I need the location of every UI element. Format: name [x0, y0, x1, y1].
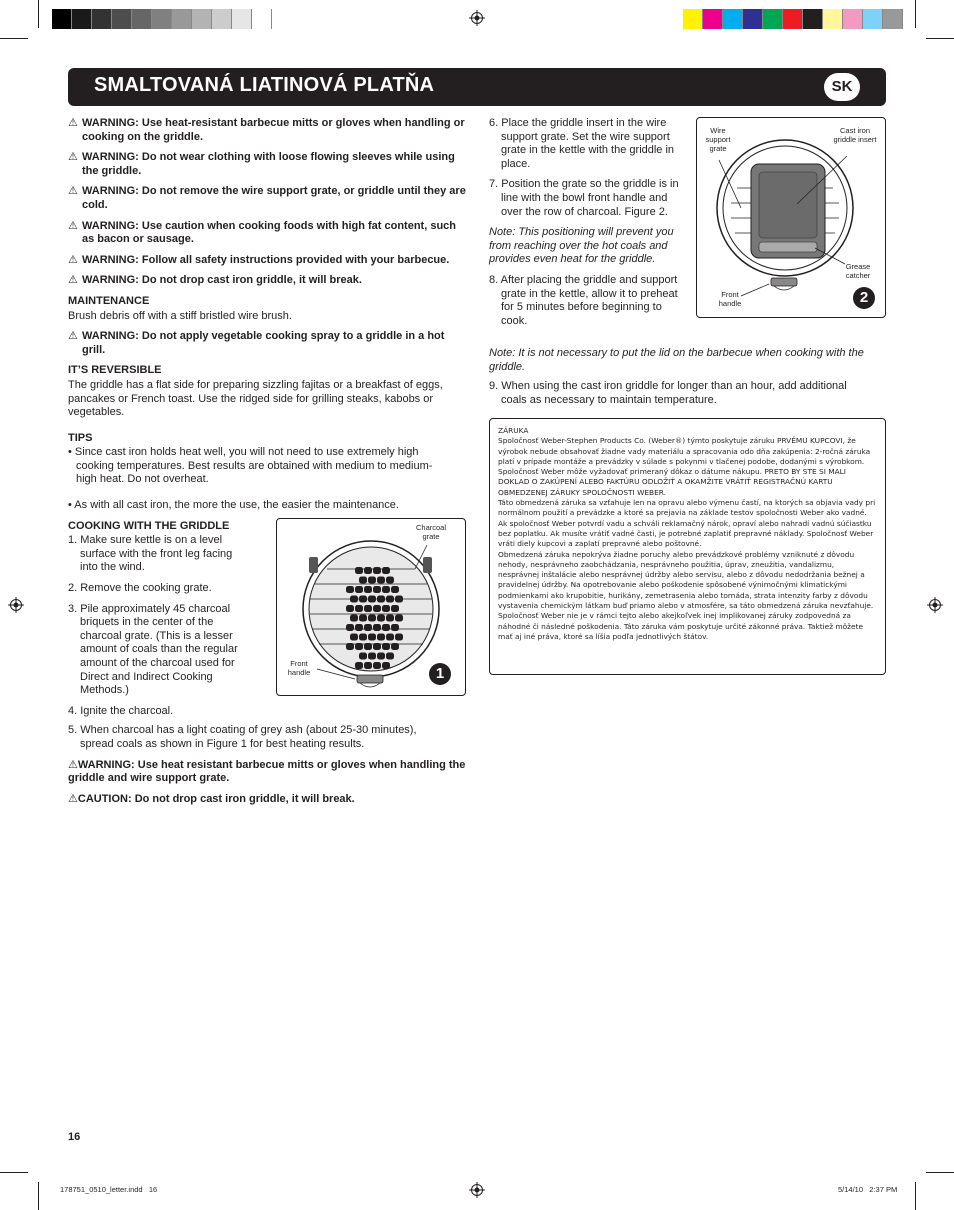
charcoal-briquet [350, 596, 358, 603]
color-swatch [783, 9, 803, 29]
color-swatch [883, 9, 903, 29]
charcoal-briquet [382, 567, 390, 574]
charcoal-briquet [364, 605, 372, 612]
registration-mark-icon [8, 597, 24, 613]
charcoal-briquet [368, 615, 376, 622]
color-swatch [52, 9, 72, 29]
charcoal-briquet [346, 605, 354, 612]
charcoal-briquet [364, 624, 372, 631]
registration-mark-icon [469, 10, 485, 26]
registration-mark-icon [469, 1182, 485, 1198]
color-swatch [823, 9, 843, 29]
cooking-step: 1. Make sure kettle is on a level surface with the front leg facing into the wind. [68, 534, 233, 574]
tips-heading: TIPS [68, 431, 93, 444]
charcoal-briquet [386, 596, 394, 603]
cooking-warning: ⚠WARNING: Use heat resistant barbecue mitts or gloves when handling the griddle and wire support grate. [68, 758, 466, 785]
charcoal-briquet [373, 643, 381, 650]
warning-triangle-icon: ⚠ [68, 151, 78, 164]
warning-item: ⚠ WARNING: Do not drop cast iron griddle, it will break. [68, 274, 362, 287]
charcoal-briquet [359, 577, 367, 584]
charcoal-briquet [382, 586, 390, 593]
charcoal-briquet [377, 615, 385, 622]
charcoal-briquet [355, 624, 363, 631]
warning-item: ⚠ WARNING: Use heat-resistant barbecue mitts or gloves when handling or cooking on the griddle. [68, 117, 465, 143]
charcoal-briquet [355, 662, 363, 669]
charcoal-briquet [382, 624, 390, 631]
label-cast-iron-griddle-insert: Cast iron griddle insert [833, 126, 877, 144]
grease-catcher-shape [759, 242, 817, 252]
figure-2-box [696, 117, 886, 318]
warning-triangle-icon: ⚠ [68, 253, 78, 266]
charcoal-briquet [364, 643, 372, 650]
maintenance-heading: MAINTENANCE [68, 294, 150, 307]
crop-mark [0, 38, 28, 39]
charcoal-briquet [368, 634, 376, 641]
color-swatch [863, 9, 883, 29]
charcoal-briquet [373, 586, 381, 593]
color-swatch [803, 9, 823, 29]
front-handle-shape [357, 675, 383, 683]
color-swatch [212, 9, 232, 29]
charcoal-briquet [391, 605, 399, 612]
color-swatch [763, 9, 783, 29]
tip-item: • Since cast iron holds heat well, you will not need to use extremely high cooking temperatures. Best results are obtained with medium to medium-high heat. Do not overheat. [68, 446, 433, 486]
warning-item: ⚠ WARNING: Follow all safety instructions provided with your barbecue. [68, 253, 450, 266]
charcoal-briquet [377, 653, 385, 660]
page-number: 16 [68, 1131, 81, 1143]
crop-mark [915, 0, 916, 28]
cooking-step: 5. When charcoal has a light coating of grey ash (about 25-30 minutes), spread coals as shown in Figure 1 for best heating results. [68, 724, 417, 750]
charcoal-briquet [391, 624, 399, 631]
cooking-caution: ⚠CAUTION: Do not drop cast iron griddle, it will break. [68, 792, 355, 805]
maintenance-warning: ⚠ WARNING: Do not apply vegetable cooking spray to a griddle in a hot grill. [68, 330, 445, 356]
color-swatch [112, 9, 132, 29]
charcoal-briquet [355, 643, 363, 650]
charcoal-briquet [359, 653, 367, 660]
charcoal-briquet [359, 596, 367, 603]
figure-number-badge: 1 [429, 663, 451, 685]
color-swatch [683, 9, 703, 29]
section-header-bar [68, 68, 886, 106]
cooking-step: 9. When using the cast iron griddle for longer than an hour, add additional coals as necessary to maintain temperature. [489, 380, 847, 406]
charcoal-briquet [382, 605, 390, 612]
charcoal-briquet [382, 643, 390, 650]
left-column [68, 117, 466, 813]
color-swatch [92, 9, 112, 29]
color-swatch [743, 9, 763, 29]
charcoal-briquet [391, 586, 399, 593]
warranty-paragraph: Spoločnosť Weber môže vyžadovať primeraný dôkaz o dátume nákupu. PRETO BY STE SI MALI DOKLAD O ZAKÚPENÍ ALEBO FAKTÚRU ODLOŽIŤ A OKAMŽITE VRÁTIŤ REGISTRAČNÚ KARTU OBMEDZENEJ ZÁRUKY SPOLOČNOSTI WEBER. [498, 467, 846, 497]
figure-number-badge: 2 [853, 287, 875, 309]
warning-triangle-icon: ⚠ [68, 330, 78, 343]
color-swatch [192, 9, 212, 29]
cooking-step: 7. Position the grate so the griddle is in line with the bowl front handle and over the row of charcoal. Figure 2. [489, 178, 679, 218]
right-column-lower [489, 347, 869, 414]
charcoal-briquet [377, 634, 385, 641]
reversible-heading: IT’S REVERSIBLE [68, 364, 162, 377]
charcoal-briquet [350, 615, 358, 622]
charcoal-briquet [382, 662, 390, 669]
charcoal-briquet [346, 624, 354, 631]
charcoal-briquet [373, 567, 381, 574]
charcoal-briquet [359, 615, 367, 622]
charcoal-briquet [346, 586, 354, 593]
charcoal-briquet [364, 662, 372, 669]
color-swatch [72, 9, 92, 29]
color-swatch [252, 9, 272, 29]
tip-item: • As with all cast iron, the more the use, the easier the maintenance. [68, 499, 399, 512]
warranty-paragraph: Spoločnosť Weber-Stephen Products Co. (Weber®) týmto poskytuje záruku PRVÉMU KUPCOVI, že výrobok nebude obsahovať žiadne vady materiálu a spracovania odo dňa zakúpenia: 2-ročná záruka platí v prípade montáže a prevádzky v súlade s pokynmi v tlačenej podobe, dodanými s výrobkom. [498, 436, 871, 466]
color-swatch [723, 9, 743, 29]
page-title: SMALTOVANÁ LIATINOVÁ PLATŇA [94, 74, 435, 96]
warning-item: ⚠ WARNING: Do not wear clothing with loose flowing sleeves while using the griddle. [68, 151, 455, 177]
charcoal-briquet [350, 634, 358, 641]
bowl-side-handle [309, 557, 318, 573]
cooking-step: 2. Remove the cooking grate. [68, 582, 212, 595]
color-swatch [703, 9, 723, 29]
crop-mark [0, 1172, 28, 1173]
cooking-step: 4. Ignite the charcoal. [68, 704, 174, 717]
charcoal-briquet [368, 653, 376, 660]
registration-mark-icon [927, 597, 943, 613]
color-swatch [152, 9, 172, 29]
label-wire-support-grate: Wire support grate [705, 126, 731, 153]
crop-mark [38, 1182, 39, 1210]
charcoal-briquet [373, 605, 381, 612]
color-swatch [843, 9, 863, 29]
warning-triangle-icon: ⚠ [68, 219, 78, 232]
charcoal-briquet [391, 643, 399, 650]
color-swatch [172, 9, 192, 29]
charcoal-briquet [386, 634, 394, 641]
cooking-heading: COOKING WITH THE GRIDDLE [68, 519, 230, 532]
reversible-text: The griddle has a flat side for preparing sizzling fajitas or a breakfast of eggs, pancakes or French toast. Use the ridged side for grilling steaks, kabobs or vegetables. [68, 378, 443, 419]
warranty-title: ZÁRUKA [498, 426, 529, 435]
file-slug: 178751_0510_letter.indd 16 [60, 1185, 158, 1194]
charcoal-briquet [364, 586, 372, 593]
charcoal-briquet [386, 653, 394, 660]
cooking-step: 6. Place the griddle insert in the wire support grate. Set the wire support grate in the kettle with the griddle in place. [489, 117, 675, 170]
language-badge: SK [824, 73, 860, 101]
maintenance-text: Brush debris off with a stiff bristled wire brush. [68, 309, 292, 322]
crop-mark [38, 0, 39, 28]
positioning-note: Note: This positioning will prevent you from reaching over the hot coals and provides even heat for the griddle. [489, 226, 674, 266]
charcoal-briquet [377, 596, 385, 603]
charcoal-briquet [386, 577, 394, 584]
warning-item: ⚠ WARNING: Do not remove the wire support grate, or griddle until they are cold. [68, 185, 466, 211]
crop-mark [926, 1172, 954, 1173]
gray-color-bar [52, 9, 272, 29]
warranty-paragraph: Obmedzená záruka nepokrýva žiadne poruchy alebo prevádzkové problémy vzniknuté z dôvodu nehody, nesprávneho zaobchádzania, nesprávneho použitia, úprav, zneužitia, vandalizmu, nesprávnej inštalácie alebo nesprávnej údržby alebo servisu, alebo z dôvodu nedodržania bežnej a pravidelnej údržby. Na opotrebovanie alebo poškodenie spôsobené výnimočnými klimatickými podmienkami ako krupobitie, hurikány, zemetrasenia alebo tornáda, strata intenzity farby z dôvodu vystavenia chemickým látkam buď priamo alebo v atmosfére, sa táto obmedzená záruka nevzťahuje. Spoločnosť Weber nie je v rámci tejto alebo akejkoľvek inej implikovanej záruky zodpovedná za náhodné či následné poškodenia. Táto záruka vám poskytuje určité zákonné práva. Taktiež môžete mať aj iné práva, ktoré sa líšia podľa jednotlivých štátov. [498, 549, 874, 641]
bowl-side-handle [423, 557, 432, 573]
charcoal-briquet [373, 624, 381, 631]
charcoal-briquet [346, 643, 354, 650]
right-column-steps [489, 117, 685, 335]
charcoal-briquet [373, 662, 381, 669]
warning-triangle-icon: ⚠ [68, 185, 78, 198]
crop-mark [915, 1182, 916, 1210]
charcoal-briquet [355, 567, 363, 574]
charcoal-briquet [359, 634, 367, 641]
charcoal-briquet [395, 634, 403, 641]
lid-note: Note: It is not necessary to put the lid on the barbecue when cooking with the griddle. [489, 347, 864, 373]
figure-1-box [276, 518, 466, 696]
label-front-handle: Front handle [718, 290, 742, 308]
warranty-box [489, 418, 886, 675]
warranty-paragraph: Táto obmedzená záruka sa vzťahuje len na opravu alebo výmenu častí, na ktorých sa objavia vady pri normálnom použití a prevádzke a ktoré sa prejavia na základe testov spoločnosti Weber ako vadné. Ak spoločnosť Weber potvrdí vadu a schváli reklamačný nárok, opraví alebo nahradí vadnú súčiastku bez poplatku. Ak musíte vrátiť vadné časti, je potrebné zaplatiť prepravné náklady. Spoločnosť Weber vráti diely kupcovi a zaplatí prepravné alebo poštovné. [498, 498, 876, 549]
charcoal-briquet [395, 615, 403, 622]
cooking-step: 3. Pile approximately 45 charcoal briquets in the center of the charcoal grate. (This is a lesser amount of coals than the regular amount of the charcoal used for Direct and Indirect Cooking Methods.) [68, 602, 238, 697]
label-front-handle: Front handle [287, 659, 311, 677]
charcoal-briquet [355, 586, 363, 593]
color-swatch [132, 9, 152, 29]
charcoal-briquet [355, 605, 363, 612]
charcoal-briquet [377, 577, 385, 584]
warning-triangle-icon: ⚠ [68, 117, 78, 129]
charcoal-briquet [386, 615, 394, 622]
warning-triangle-icon: ⚠ [68, 758, 78, 771]
front-handle-shape [771, 278, 797, 286]
label-grease-catcher: Grease catcher [845, 262, 871, 280]
charcoal-briquet [395, 596, 403, 603]
charcoal-briquet [368, 577, 376, 584]
warning-item: ⚠ WARNING: Use caution when cooking foods with high fat content, such as bacon or sausage. [68, 219, 456, 246]
warning-triangle-icon: ⚠ [68, 274, 78, 287]
crop-mark [926, 38, 954, 39]
label-charcoal-grate: Charcoal grate [415, 523, 446, 541]
cooking-step: 8. After placing the griddle and support grate in the kettle, allow it to preheat for 5 minutes before beginning to cook. [489, 273, 678, 327]
color-swatch [232, 9, 252, 29]
charcoal-briquet [368, 596, 376, 603]
warning-triangle-icon: ⚠ [68, 792, 78, 805]
print-timestamp: 5/14/10 2:37 PM [838, 1185, 898, 1194]
process-color-bar [683, 9, 903, 29]
charcoal-briquet [364, 567, 372, 574]
